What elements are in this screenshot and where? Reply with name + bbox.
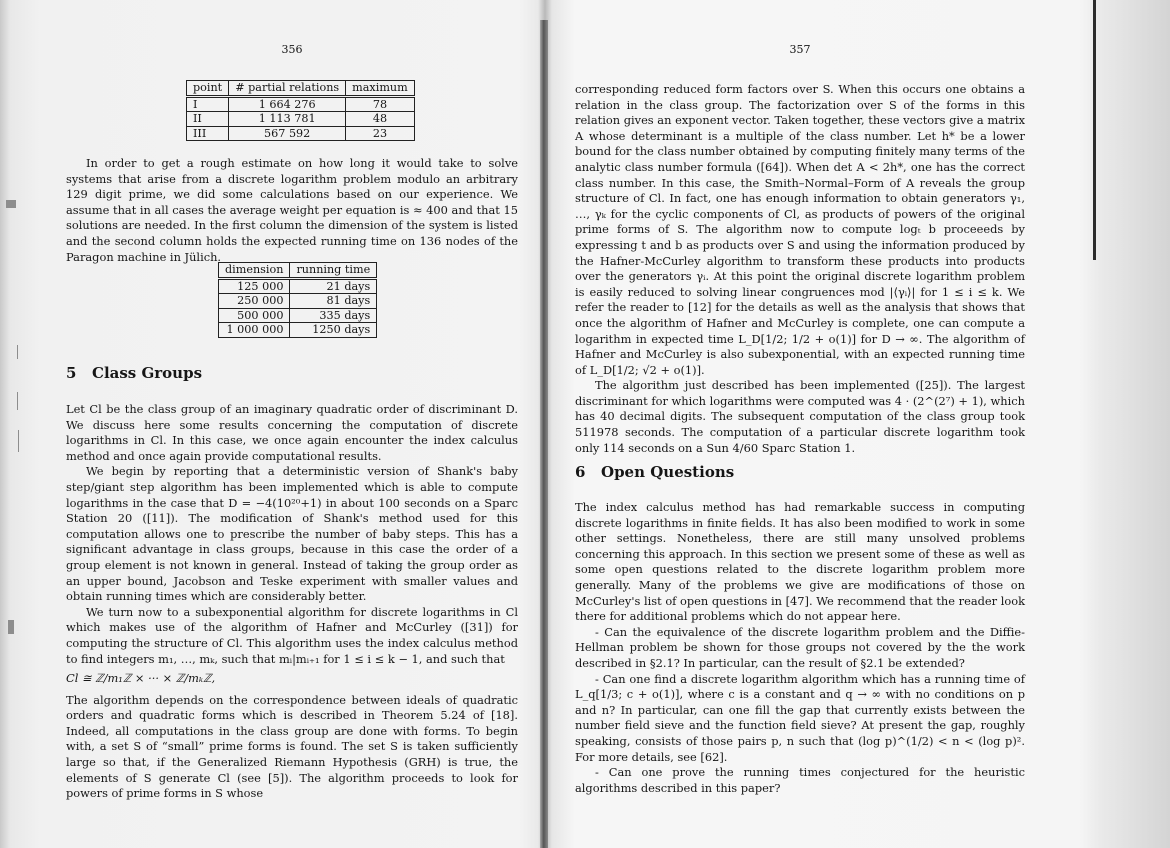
book-gutter [540,20,548,848]
section-heading-5: 5 Class Groups [66,364,203,382]
partial-relations-table [186,80,415,141]
table-row [219,308,377,323]
table-header-dimension: dimension [219,263,290,279]
table-cell-dimension: 250 000 [219,294,290,309]
table-cell-partial-relations: 1 113 781 [229,112,346,127]
table-header-running-time: running time [290,263,377,279]
table-cell-point: I [187,96,229,112]
page-edge-mark [1093,0,1096,260]
table-cell-running-time: 81 days [290,294,377,309]
scan-margin-marks [0,180,24,640]
table-row [219,278,377,294]
table-cell-dimension: 1 000 000 [219,323,290,338]
table-row [219,323,377,338]
table-header-maximum: maximum [346,81,415,97]
open-question: - Can the equivalence of the discrete logarithm problem and the Diffie-Hellman problem be shown for those groups not covered by the the work described in §2.1? In particular, can the result of §2.1 be extended? [575,624,1025,670]
table-cell-point: III [187,126,229,141]
table-row [187,96,415,112]
open-question: - Can one find a discrete logarithm algorithm which has a running time of L_q[1/3; c + o(1)], where c is a constant and q → ∞ with no conditions on p and n? In particular, can one fill the gap that currently exists between the number field sieve and the function field sieve? At present the gap, roughly speaking, consists of those pairs p, n such that (log p)^(1/2) < n < (log p)². For more details, see [62]. [575,671,1025,764]
table-cell-maximum: 48 [346,112,415,127]
table-cell-point: II [187,112,229,127]
table1-wrap [66,80,518,141]
table-cell-dimension: 125 000 [219,278,290,294]
section5-body: Let Cl be the class group of an imaginary quadratic order of discriminant D. We discuss here some results concerning the computation of discrete logarithms in Cl. In this case, we once again encounter the index calculus method and once again provide computational results. We begin by reporting that a deterministic version of Shank's baby step/giant step algorithm has been implemented which is able to compute logarithms in the case that D = −4(10²⁰+1) in about 100 seconds on a Sparc Station 20 ([11]). The modification of Shank's method used for this computation allows one to prescribe the number of baby steps. This has a significant advantage in class groups, because in this case the order of a group element is not known in general. Instead of taking the group order as an upper bound, Jacobson and Teske experiment with smaller values and obtain running times which are considerably better. We turn now to a subexponential algorithm for discrete logarithms in Cl which makes use of the algorithm of Hafner and McCurley ([31]) for computing the structure of Cl. This algorithm uses the index calculus method to find integers m₁, …, mₖ, such that mᵢ|mᵢ₊₁ for 1 ≤ i ≤ k − 1, and such that Cl ≅ ℤ/m₁ℤ × ··· × ℤ/mₖℤ, The algorithm depends on the correspondence between ideals of quadratic orders and quadratic forms which is described in Theorem 5.24 of [18]. Indeed, all computations in the class group are done with forms. To begin with, a set S of “small” prime forms is found. The set S is taken sufficiently large so that, if the Generalized Riemann Hypothesis (GRH) is true, the elements of S generate Cl (see [5]). The algorithm proceeds to look for powers of prime forms in S whose [66,402,518,801]
page-number: 356 [281,43,303,56]
table-cell-partial-relations: 1 664 276 [229,96,346,112]
table-cell-maximum: 23 [346,126,415,141]
paragraph-estimate: In order to get a rough estimate on how long it would take to solve systems that arise from a discrete logarithm problem modulo an arbitrary 129 digit prime, we did some calculations based on our experience. We assume that in all cases the average weight per equation is ≈ 400 and that 15 solutions are needed. In the first column the dimension of the system is listed and the second column holds the expected running time on 136 nodes of the Paragon machine in Jülich. [66,156,518,264]
table-cell-dimension: 500 000 [219,308,290,323]
page-number: 357 [789,43,811,56]
table-cell-running-time: 21 days [290,278,377,294]
section6-body: The index calculus method has had remarkable success in computing discrete logarithms in finite fields. It has also been modified to work in some other settings. Nonetheless, there are still many unsolved problems concerning this approach. In this section we present some of these as well as some open questions related to the discrete logarithm problem more generally. Many of the problems we give are modifications of those on McCurley's list of open questions in [47]. We recommend that the reader look there for additional problems which do not appear here. - Can the equivalence of the discrete logarithm problem and the Diffie-Hellman problem be shown for those groups not covered by the the work described in §2.1? In particular, can the result of §2.1 be extended? - Can one find a discrete logarithm algorithm which has a running time of L_q[1/3; c + o(1)], where c is a constant and q → ∞ with no conditions on p and n? In particular, can one fill the gap that currently exists between the number field sieve and the function field sieve? At present the gap, roughly speaking, consists of those pairs p, n such that (log p)^(1/2) < n < (log p)². For more details, see [62]. - Can one prove the running times conjectured for the heuristic algorithms described in this paper? [575,500,1025,795]
running-time-table [218,262,377,338]
table-cell-partial-relations: 567 592 [229,126,346,141]
table2-wrap [66,262,518,338]
table-cell-running-time: 335 days [290,308,377,323]
table-header-point: point [187,81,229,97]
table-cell-maximum: 78 [346,96,415,112]
table-row [187,112,415,127]
section-heading-6: 6 Open Questions [575,463,735,481]
table-cell-running-time: 1250 days [290,323,377,338]
equation: Cl ≅ ℤ/m₁ℤ × ··· × ℤ/mₖℤ, [66,671,216,686]
table-row [187,126,415,141]
table-row [219,294,377,309]
table-header-partial-relations: # partial relations [229,81,346,97]
open-question: - Can one prove the running times conjectured for the heuristic algorithms described in this paper? [575,765,1025,795]
right-body-top: corresponding reduced form factors over S. When this occurs one obtains a relation in the class group. The factorization over S of the forms in this relation gives an exponent vector. Taken together, these vectors give a matrix A whose determinant is a multiple of the class number. Let h* be a lower bound for the class number obtained by computing finitely many terms of the analytic class number formula ([64]). When det A < 2h*, one has the correct class number. In this case, the Smith–Normal–Form of A reveals the group structure of Cl. In fact, one has enough information to obtain generators γ₁, …, γₖ for the cyclic components of Cl, as products of powers of the original prime forms of S. The algorithm now to compute logₜ b proceeeds by expressing t and b as products over S and using the information produced by the Hafner-McCurley algorithm to transform these products into products over the generators γᵢ. At this point the original discrete logarithm problem is easily reduced to solving linear congruences mod |⟨γᵢ⟩| for 1 ≤ i ≤ k. We refer the reader to [12] for the details as well as the analysis that shows that once the algorithm of Hafner and McCurley is complete, one can compute a logarithm in expected time L_D[1/2; 1/2 + o(1)] for D → ∞. The algorithm of Hafner and McCurley is also subexponential, with an expected running time of L_D[1/2; √2 + o(1)]. The algorithm just described has been implemented ([25]). The largest discriminant for which logarithms were computed was 4 · (2^(2⁷) + 1), which has 40 decimal digits. The subsequent computation of the class group took 511978 seconds. The computation of a particular discrete logarithm took only 114 seconds on a Sun 4/60 Sparc Station 1. [575,82,1025,455]
